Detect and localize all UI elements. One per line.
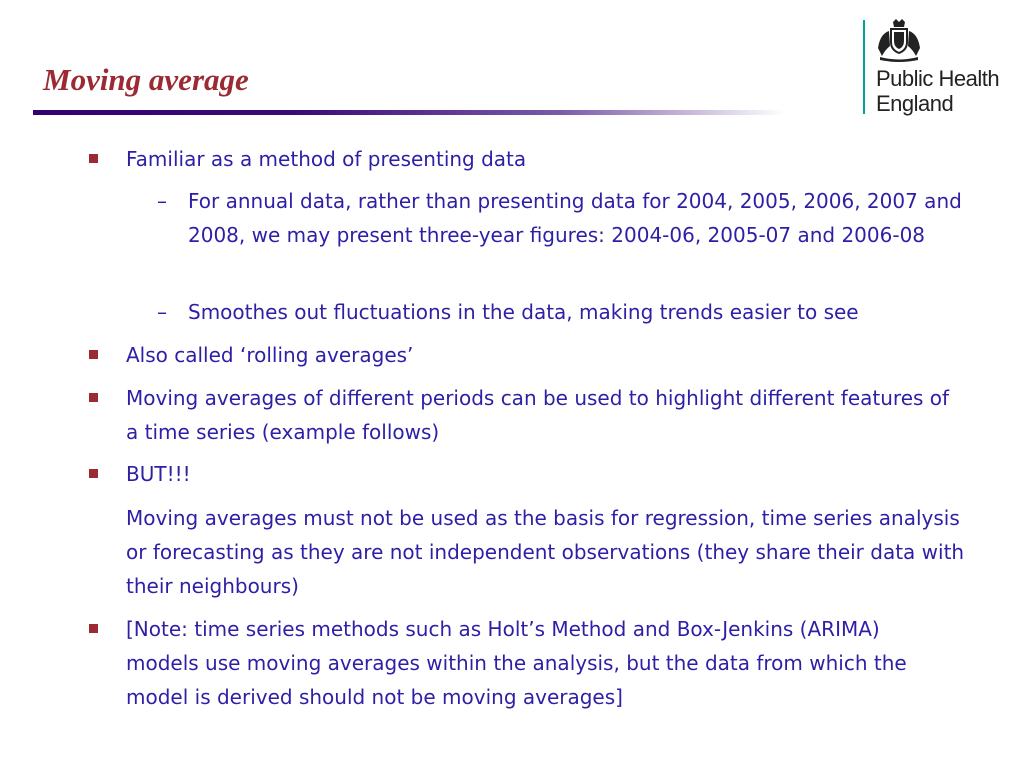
bullet-marker	[89, 624, 98, 633]
sub-bullet-marker: –	[157, 189, 167, 213]
bullet-marker	[89, 154, 98, 163]
public-health-england-wordmark	[876, 66, 999, 116]
slide-title: Moving average	[43, 62, 249, 97]
title-underline	[33, 110, 785, 115]
brand-line-2: England	[876, 91, 954, 116]
sub-bullet-item	[188, 184, 968, 252]
bullet-marker	[89, 393, 98, 402]
bullet-text: BUT!!!	[126, 462, 191, 486]
bullet-text: [Note: time series methods such as Holt’s Method and Box-Jenkins (ARIMA) models use moving averages within the analysis, but the data from which the model is derived should not be moving averages]	[126, 617, 907, 709]
bullet-item	[126, 457, 966, 491]
brand-line-1: Public Health	[876, 66, 1000, 91]
bullet-text: Also called ‘rolling averages’	[126, 343, 414, 367]
bullet-marker	[89, 350, 98, 359]
bullet-text: Moving averages of different periods can be used to highlight different features of a time series (example follows)	[126, 386, 950, 444]
bullet-text: Familiar as a method of presenting data	[126, 147, 527, 171]
bullet-item	[126, 381, 956, 449]
bullet-text: Moving averages must not be used as the basis for regression, time series analysis or forecasting as they are not independent observations (they share their data with their neighbours)	[126, 506, 965, 598]
brand-divider	[863, 20, 865, 114]
bullet-continuation	[126, 501, 986, 603]
bullet-item	[126, 142, 966, 176]
sub-bullet-item	[188, 295, 988, 329]
bullet-item	[126, 338, 966, 372]
sub-bullet-marker: –	[157, 300, 167, 324]
bullet-item	[126, 612, 956, 714]
royal-crest-logo	[874, 18, 924, 62]
bullet-marker	[89, 469, 98, 478]
sub-bullet-text: For annual data, rather than presenting data for 2004, 2005, 2006, 2007 and 2008, we may present three-year figures: 2004-06, 2005-07 and 2006-08	[188, 189, 962, 247]
sub-bullet-text: Smoothes out fluctuations in the data, making trends easier to see	[188, 300, 859, 324]
